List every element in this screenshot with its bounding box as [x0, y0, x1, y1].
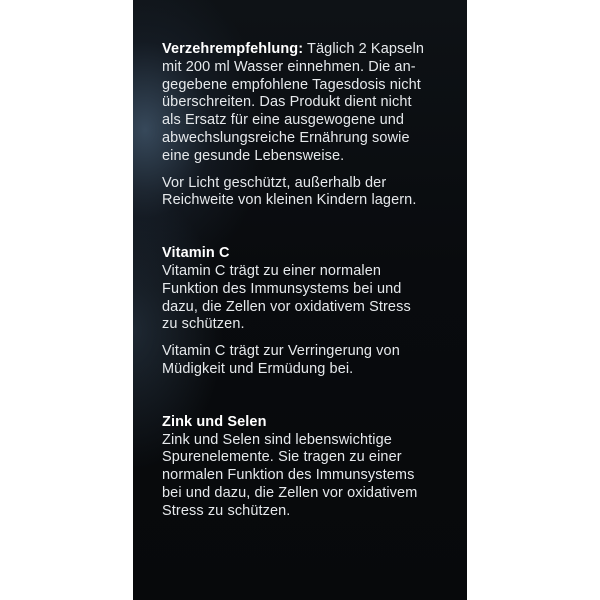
dosage-line: gegebene empfohlene Tagesdosis nicht: [162, 76, 421, 93]
zinc-selenium-line: Stress zu schützen.: [162, 502, 291, 519]
dosage-line: abwechslungsreiche Ernährung sowie: [162, 129, 410, 146]
vitamin-c-line: Vitamin C trägt zur Verringerung von: [162, 343, 400, 360]
vitamin-c-section: [162, 245, 447, 379]
vitamin-c-line: zu schützen.: [162, 316, 245, 333]
vitamin-c-line: Vitamin C trägt zu einer normalen: [162, 262, 382, 279]
zinc-selenium-line: bei und dazu, die Zellen vor oxidativem: [162, 484, 418, 501]
product-info-text: [162, 41, 447, 521]
dosage-first-line: [162, 41, 447, 59]
dosage-line: als Ersatz für eine ausgewogene und: [162, 112, 405, 129]
zinc-selenium-section: [162, 414, 447, 521]
product-info-panel: [133, 0, 467, 600]
zinc-selenium-line: normalen Funktion des Immunsystems: [162, 467, 415, 484]
vitamin-c-line: Funktion des Immunsystems bei und: [162, 280, 402, 297]
vitamin-c-line: dazu, die Zellen vor oxidativem Stress: [162, 298, 411, 315]
dosage-section: [162, 41, 447, 210]
vitamin-c-line: Müdigkeit und Ermüdung bei.: [162, 360, 354, 377]
zinc-selenium-line: Zink und Selen sind lebenswichtige: [162, 431, 392, 448]
dosage-label: Verzehrempfehlung:: [162, 41, 304, 57]
zinc-selenium-heading: Zink und Selen: [162, 413, 267, 430]
storage-line: Vor Licht geschützt, außerhalb der: [162, 174, 387, 191]
dosage-line: mit 200 ml Wasser einnehmen. Die an-: [162, 58, 416, 75]
dosage-line: überschreiten. Das Produkt dient nicht: [162, 94, 412, 111]
dosage-line: eine gesunde Lebensweise.: [162, 147, 345, 164]
vitamin-c-heading: Vitamin C: [162, 245, 230, 262]
dosage-first-line-text: Täglich 2 Kapseln: [303, 41, 425, 57]
zinc-selenium-line: Spurenelemente. Sie tragen zu einer: [162, 449, 402, 466]
storage-line: Reichweite von kleinen Kindern lagern.: [162, 192, 417, 209]
